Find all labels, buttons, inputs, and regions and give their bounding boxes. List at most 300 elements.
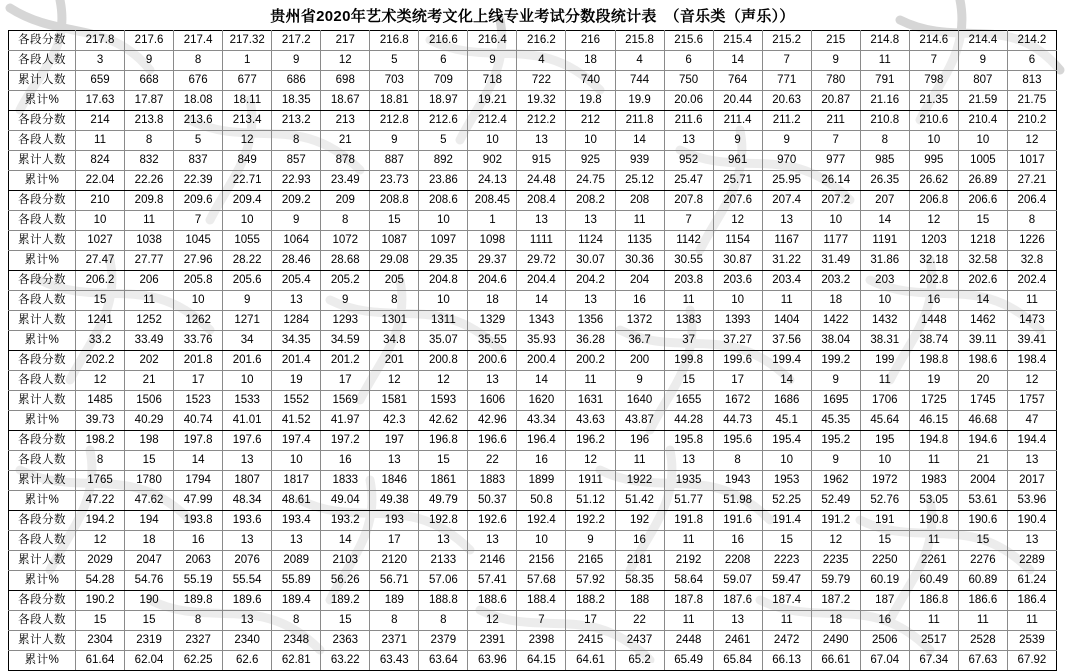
cell-score-row: 192.6 — [468, 511, 517, 531]
cell-cumulative-pct-row: 44.28 — [664, 411, 713, 431]
cell-cumulative-pct-row: 33.2 — [76, 331, 125, 351]
cell-cumulative-pct-row: 32.58 — [958, 251, 1007, 271]
table-row-cumulative-count-row — [9, 631, 1057, 651]
cell-cumulative-pct-row: 23.73 — [370, 171, 419, 191]
cell-score-row: 213.4 — [223, 111, 272, 131]
cell-count-row: 12 — [468, 611, 517, 631]
table-row-count-row — [9, 291, 1057, 311]
cell-cumulative-pct-row: 27.77 — [125, 251, 174, 271]
cell-count-row: 8 — [1007, 211, 1056, 231]
cell-cumulative-pct-row: 28.68 — [321, 251, 370, 271]
cell-score-row: 189.8 — [174, 591, 223, 611]
cell-count-row: 13 — [664, 131, 713, 151]
cell-score-row: 200 — [615, 351, 664, 371]
cell-count-row: 3 — [76, 51, 125, 71]
cell-score-row: 195.4 — [762, 431, 811, 451]
cell-score-row: 190.6 — [958, 511, 1007, 531]
cell-cumulative-pct-row: 50.37 — [468, 491, 517, 511]
cell-score-row: 203.4 — [762, 271, 811, 291]
table-row-count-row — [9, 371, 1057, 391]
cell-cumulative-count-row: 1983 — [909, 471, 958, 491]
cell-cumulative-pct-row: 17.87 — [125, 91, 174, 111]
cell-cumulative-count-row: 2017 — [1007, 471, 1056, 491]
cell-cumulative-pct-row: 21.35 — [909, 91, 958, 111]
row-label-count-row: 各段人数 — [9, 451, 76, 471]
cell-cumulative-count-row: 1523 — [174, 391, 223, 411]
cell-cumulative-count-row: 985 — [860, 151, 909, 171]
cell-cumulative-pct-row: 57.68 — [517, 571, 566, 591]
row-label-cumulative-count-row: 累计人数 — [9, 471, 76, 491]
table-row-count-row — [9, 611, 1057, 631]
cell-score-row: 212.8 — [370, 111, 419, 131]
cell-cumulative-count-row: 1972 — [860, 471, 909, 491]
cell-cumulative-pct-row: 58.64 — [664, 571, 713, 591]
cell-score-row: 210.8 — [860, 111, 909, 131]
cell-cumulative-pct-row: 29.37 — [468, 251, 517, 271]
cell-count-row: 12 — [76, 531, 125, 551]
cell-score-row: 203 — [860, 271, 909, 291]
cell-cumulative-pct-row: 49.79 — [419, 491, 468, 511]
cell-score-row: 192.2 — [566, 511, 615, 531]
cell-count-row: 16 — [174, 531, 223, 551]
cell-cumulative-pct-row: 43.63 — [566, 411, 615, 431]
cell-cumulative-pct-row: 60.89 — [958, 571, 1007, 591]
cell-cumulative-count-row: 2133 — [419, 551, 468, 571]
cell-count-row: 21 — [125, 371, 174, 391]
cell-cumulative-pct-row: 40.29 — [125, 411, 174, 431]
table-row-score-row — [9, 111, 1057, 131]
cell-score-row: 201.8 — [174, 351, 223, 371]
table-row-count-row — [9, 451, 1057, 471]
cell-cumulative-count-row: 939 — [615, 151, 664, 171]
cell-cumulative-count-row: 2146 — [468, 551, 517, 571]
cell-count-row: 14 — [713, 51, 762, 71]
cell-cumulative-pct-row: 45.1 — [762, 411, 811, 431]
cell-score-row: 212.6 — [419, 111, 468, 131]
cell-cumulative-count-row: 1725 — [909, 391, 958, 411]
row-label-score-row: 各段分数 — [9, 511, 76, 531]
row-label-count-row: 各段人数 — [9, 531, 76, 551]
cell-cumulative-count-row: 2472 — [762, 631, 811, 651]
cell-cumulative-count-row: 1203 — [909, 231, 958, 251]
cell-score-row: 209.2 — [272, 191, 321, 211]
cell-score-row: 205 — [370, 271, 419, 291]
cell-cumulative-count-row: 2250 — [860, 551, 909, 571]
cell-count-row: 15 — [958, 211, 1007, 231]
cell-count-row: 11 — [664, 611, 713, 631]
cell-score-row: 201.6 — [223, 351, 272, 371]
cell-count-row: 8 — [860, 131, 909, 151]
cell-count-row: 15 — [125, 611, 174, 631]
table-row-count-row — [9, 531, 1057, 551]
cell-count-row: 8 — [174, 51, 223, 71]
cell-score-row: 191.2 — [811, 511, 860, 531]
cell-count-row: 17 — [321, 371, 370, 391]
cell-count-row: 10 — [566, 131, 615, 151]
cell-cumulative-pct-row: 28.46 — [272, 251, 321, 271]
cell-count-row: 22 — [468, 451, 517, 471]
cell-score-row: 196.2 — [566, 431, 615, 451]
cell-score-row: 212.4 — [468, 111, 517, 131]
cell-cumulative-count-row: 1911 — [566, 471, 615, 491]
cell-count-row: 11 — [860, 51, 909, 71]
cell-cumulative-pct-row: 62.04 — [125, 651, 174, 671]
row-label-score-row: 各段分数 — [9, 591, 76, 611]
cell-cumulative-pct-row: 67.04 — [860, 651, 909, 671]
cell-cumulative-pct-row: 57.06 — [419, 571, 468, 591]
cell-cumulative-pct-row: 26.35 — [860, 171, 909, 191]
cell-score-row: 213.2 — [272, 111, 321, 131]
cell-cumulative-count-row: 1686 — [762, 391, 811, 411]
cell-cumulative-count-row: 1241 — [76, 311, 125, 331]
cell-count-row: 7 — [517, 611, 566, 631]
cell-count-row: 15 — [370, 211, 419, 231]
cell-count-row: 11 — [664, 291, 713, 311]
cell-score-row: 194 — [125, 511, 174, 531]
cell-score-row: 211.2 — [762, 111, 811, 131]
cell-cumulative-count-row: 2289 — [1007, 551, 1056, 571]
cell-cumulative-pct-row: 59.07 — [713, 571, 762, 591]
cell-cumulative-count-row: 2089 — [272, 551, 321, 571]
cell-score-row: 210.2 — [1007, 111, 1056, 131]
cell-cumulative-count-row: 2047 — [125, 551, 174, 571]
cell-score-row: 207.8 — [664, 191, 713, 211]
cell-count-row: 1 — [223, 51, 272, 71]
cell-cumulative-count-row: 1343 — [517, 311, 566, 331]
cell-cumulative-count-row: 961 — [713, 151, 762, 171]
cell-score-row: 195 — [860, 431, 909, 451]
cell-cumulative-pct-row: 27.21 — [1007, 171, 1056, 191]
table-row-cumulative-count-row — [9, 391, 1057, 411]
cell-count-row: 12 — [419, 371, 468, 391]
cell-cumulative-count-row: 1861 — [419, 471, 468, 491]
cell-cumulative-pct-row: 59.47 — [762, 571, 811, 591]
row-label-cumulative-pct-row: 累计% — [9, 491, 76, 511]
cell-count-row: 13 — [223, 531, 272, 551]
cell-cumulative-pct-row: 38.74 — [909, 331, 958, 351]
cell-count-row: 18 — [811, 291, 860, 311]
cell-score-row: 217.4 — [174, 31, 223, 51]
cell-cumulative-count-row: 1064 — [272, 231, 321, 251]
table-row-count-row — [9, 211, 1057, 231]
cell-count-row: 14 — [615, 131, 664, 151]
row-label-score-row: 各段分数 — [9, 111, 76, 131]
table-row-score-row — [9, 191, 1057, 211]
cell-score-row: 187.2 — [811, 591, 860, 611]
cell-count-row: 1 — [468, 211, 517, 231]
table-row-count-row — [9, 131, 1057, 151]
table-row-score-row — [9, 31, 1057, 51]
cell-score-row: 205.2 — [321, 271, 370, 291]
cell-cumulative-pct-row: 45.64 — [860, 411, 909, 431]
cell-score-row: 214.4 — [958, 31, 1007, 51]
cell-cumulative-count-row: 1252 — [125, 311, 174, 331]
cell-cumulative-pct-row: 44.73 — [713, 411, 762, 431]
cell-count-row: 12 — [713, 211, 762, 231]
cell-cumulative-pct-row: 20.44 — [713, 91, 762, 111]
cell-count-row: 11 — [125, 291, 174, 311]
cell-score-row: 212.2 — [517, 111, 566, 131]
cell-cumulative-count-row: 1581 — [370, 391, 419, 411]
cell-score-row: 198.6 — [958, 351, 1007, 371]
cell-count-row: 5 — [174, 131, 223, 151]
cell-cumulative-pct-row: 30.36 — [615, 251, 664, 271]
cell-cumulative-count-row: 1631 — [566, 391, 615, 411]
cell-score-row: 216.2 — [517, 31, 566, 51]
cell-count-row: 13 — [272, 531, 321, 551]
cell-cumulative-count-row: 2448 — [664, 631, 713, 651]
table-row-count-row — [9, 51, 1057, 71]
cell-score-row: 191.4 — [762, 511, 811, 531]
row-label-score-row: 各段分数 — [9, 431, 76, 451]
cell-score-row: 214 — [76, 111, 125, 131]
cell-cumulative-pct-row: 51.77 — [664, 491, 713, 511]
cell-score-row: 211 — [811, 111, 860, 131]
cell-cumulative-pct-row: 29.35 — [419, 251, 468, 271]
cell-score-row: 189.2 — [321, 591, 370, 611]
cell-cumulative-pct-row: 53.05 — [909, 491, 958, 511]
cell-score-row: 194.8 — [909, 431, 958, 451]
row-label-cumulative-count-row: 累计人数 — [9, 551, 76, 571]
cell-score-row: 188.2 — [566, 591, 615, 611]
cell-score-row: 209.4 — [223, 191, 272, 211]
cell-cumulative-pct-row: 64.61 — [566, 651, 615, 671]
cell-cumulative-pct-row: 32.18 — [909, 251, 958, 271]
cell-score-row: 190 — [125, 591, 174, 611]
cell-cumulative-count-row: 2379 — [419, 631, 468, 651]
cell-count-row: 8 — [321, 211, 370, 231]
cell-cumulative-count-row: 902 — [468, 151, 517, 171]
cell-count-row: 4 — [517, 51, 566, 71]
cell-cumulative-pct-row: 52.25 — [762, 491, 811, 511]
cell-count-row: 10 — [76, 211, 125, 231]
cell-cumulative-pct-row: 23.86 — [419, 171, 468, 191]
cell-score-row: 189 — [370, 591, 419, 611]
cell-count-row: 11 — [1007, 291, 1056, 311]
cell-score-row: 190.8 — [909, 511, 958, 531]
cell-score-row: 215.4 — [713, 31, 762, 51]
cell-cumulative-pct-row: 62.25 — [174, 651, 223, 671]
cell-count-row: 10 — [223, 211, 272, 231]
cell-cumulative-count-row: 925 — [566, 151, 615, 171]
cell-score-row: 209.6 — [174, 191, 223, 211]
cell-cumulative-count-row: 2261 — [909, 551, 958, 571]
cell-score-row: 206.8 — [909, 191, 958, 211]
cell-cumulative-pct-row: 18.08 — [174, 91, 223, 111]
row-label-count-row: 各段人数 — [9, 371, 76, 391]
cell-count-row: 13 — [566, 211, 615, 231]
cell-count-row: 11 — [860, 371, 909, 391]
table-row-cumulative-pct-row — [9, 91, 1057, 111]
cell-cumulative-pct-row: 33.49 — [125, 331, 174, 351]
cell-score-row: 215.8 — [615, 31, 664, 51]
cell-cumulative-count-row: 668 — [125, 71, 174, 91]
cell-score-row: 204.8 — [419, 271, 468, 291]
cell-score-row: 200.2 — [566, 351, 615, 371]
cell-count-row: 11 — [615, 211, 664, 231]
cell-cumulative-count-row: 1177 — [811, 231, 860, 251]
cell-count-row: 11 — [1007, 611, 1056, 631]
cell-cumulative-count-row: 2391 — [468, 631, 517, 651]
cell-count-row: 15 — [76, 291, 125, 311]
cell-score-row: 200.6 — [468, 351, 517, 371]
cell-cumulative-count-row: 952 — [664, 151, 713, 171]
table-row-cumulative-pct-row — [9, 651, 1057, 671]
cell-cumulative-pct-row: 26.62 — [909, 171, 958, 191]
cell-count-row: 16 — [860, 611, 909, 631]
cell-cumulative-pct-row: 49.04 — [321, 491, 370, 511]
cell-cumulative-count-row: 1097 — [419, 231, 468, 251]
cell-cumulative-pct-row: 63.43 — [370, 651, 419, 671]
cell-cumulative-pct-row: 35.07 — [419, 331, 468, 351]
cell-cumulative-pct-row: 53.61 — [958, 491, 1007, 511]
cell-cumulative-count-row: 1620 — [517, 391, 566, 411]
cell-count-row: 16 — [615, 291, 664, 311]
cell-score-row: 187.4 — [762, 591, 811, 611]
cell-cumulative-count-row: 659 — [76, 71, 125, 91]
cell-cumulative-pct-row: 35.93 — [517, 331, 566, 351]
cell-cumulative-pct-row: 65.84 — [713, 651, 762, 671]
table-row-cumulative-pct-row — [9, 331, 1057, 351]
cell-cumulative-count-row: 677 — [223, 71, 272, 91]
cell-cumulative-pct-row: 67.63 — [958, 651, 1007, 671]
cell-cumulative-pct-row: 34 — [223, 331, 272, 351]
cell-cumulative-count-row: 676 — [174, 71, 223, 91]
cell-cumulative-count-row: 1833 — [321, 471, 370, 491]
cell-score-row: 203.2 — [811, 271, 860, 291]
cell-count-row: 10 — [762, 451, 811, 471]
cell-cumulative-pct-row: 36.28 — [566, 331, 615, 351]
cell-cumulative-count-row: 1899 — [517, 471, 566, 491]
cell-cumulative-count-row: 1154 — [713, 231, 762, 251]
cell-cumulative-pct-row: 39.41 — [1007, 331, 1056, 351]
cell-count-row: 12 — [1007, 371, 1056, 391]
cell-cumulative-pct-row: 22.04 — [76, 171, 125, 191]
cell-score-row: 192.8 — [419, 511, 468, 531]
cell-cumulative-count-row: 2103 — [321, 551, 370, 571]
cell-cumulative-count-row: 1045 — [174, 231, 223, 251]
cell-count-row: 18 — [811, 611, 860, 631]
cell-score-row: 202 — [125, 351, 174, 371]
cell-cumulative-count-row: 2506 — [860, 631, 909, 651]
cell-score-row: 193.4 — [272, 511, 321, 531]
cell-count-row: 7 — [762, 51, 811, 71]
cell-cumulative-pct-row: 57.92 — [566, 571, 615, 591]
cell-score-row: 193 — [370, 511, 419, 531]
row-label-cumulative-count-row: 累计人数 — [9, 71, 76, 91]
cell-cumulative-pct-row: 31.86 — [860, 251, 909, 271]
cell-cumulative-pct-row: 57.41 — [468, 571, 517, 591]
cell-cumulative-count-row: 2181 — [615, 551, 664, 571]
cell-cumulative-count-row: 764 — [713, 71, 762, 91]
cell-cumulative-pct-row: 55.19 — [174, 571, 223, 591]
cell-count-row: 10 — [517, 531, 566, 551]
cell-cumulative-count-row: 2528 — [958, 631, 1007, 651]
cell-count-row: 11 — [664, 531, 713, 551]
cell-cumulative-count-row: 1055 — [223, 231, 272, 251]
cell-cumulative-count-row: 1383 — [664, 311, 713, 331]
cell-count-row: 10 — [860, 451, 909, 471]
cell-count-row: 14 — [958, 291, 1007, 311]
cell-cumulative-pct-row: 29.72 — [517, 251, 566, 271]
cell-cumulative-count-row: 2437 — [615, 631, 664, 651]
cell-cumulative-count-row: 1017 — [1007, 151, 1056, 171]
cell-score-row: 187.6 — [713, 591, 762, 611]
cell-score-row: 198.2 — [76, 431, 125, 451]
cell-cumulative-count-row: 2398 — [517, 631, 566, 651]
cell-cumulative-count-row: 722 — [517, 71, 566, 91]
cell-cumulative-count-row: 2319 — [125, 631, 174, 651]
cell-cumulative-count-row: 970 — [762, 151, 811, 171]
cell-score-row: 217.8 — [76, 31, 125, 51]
cell-cumulative-count-row: 2156 — [517, 551, 566, 571]
cell-score-row: 190.2 — [76, 591, 125, 611]
cell-cumulative-count-row: 813 — [1007, 71, 1056, 91]
cell-cumulative-count-row: 2415 — [566, 631, 615, 651]
cell-cumulative-count-row: 1448 — [909, 311, 958, 331]
cell-cumulative-pct-row: 25.47 — [664, 171, 713, 191]
cell-cumulative-pct-row: 38.04 — [811, 331, 860, 351]
cell-cumulative-pct-row: 63.64 — [419, 651, 468, 671]
cell-cumulative-count-row: 1794 — [174, 471, 223, 491]
cell-cumulative-count-row: 1640 — [615, 391, 664, 411]
cell-cumulative-count-row: 780 — [811, 71, 860, 91]
cell-cumulative-pct-row: 67.34 — [909, 651, 958, 671]
cell-score-row: 203.8 — [664, 271, 713, 291]
row-label-cumulative-pct-row: 累计% — [9, 91, 76, 111]
cell-cumulative-count-row: 1191 — [860, 231, 909, 251]
cell-cumulative-count-row: 1432 — [860, 311, 909, 331]
cell-cumulative-pct-row: 45.35 — [811, 411, 860, 431]
cell-cumulative-count-row: 1672 — [713, 391, 762, 411]
cell-cumulative-count-row: 2363 — [321, 631, 370, 651]
row-label-cumulative-count-row: 累计人数 — [9, 391, 76, 411]
cell-score-row: 208.6 — [419, 191, 468, 211]
cell-cumulative-count-row: 2223 — [762, 551, 811, 571]
cell-cumulative-count-row: 750 — [664, 71, 713, 91]
row-label-cumulative-pct-row: 累计% — [9, 571, 76, 591]
cell-cumulative-count-row: 849 — [223, 151, 272, 171]
cell-count-row: 9 — [615, 371, 664, 391]
cell-cumulative-pct-row: 42.3 — [370, 411, 419, 431]
cell-cumulative-count-row: 1695 — [811, 391, 860, 411]
cell-score-row: 213 — [321, 111, 370, 131]
cell-score-row: 214.2 — [1007, 31, 1056, 51]
cell-count-row: 19 — [272, 371, 321, 391]
cell-score-row: 207.4 — [762, 191, 811, 211]
row-label-cumulative-pct-row: 累计% — [9, 651, 76, 671]
cell-cumulative-count-row: 686 — [272, 71, 321, 91]
cell-cumulative-count-row: 1284 — [272, 311, 321, 331]
cell-score-row: 202.4 — [1007, 271, 1056, 291]
cell-cumulative-pct-row: 56.71 — [370, 571, 419, 591]
cell-count-row: 11 — [909, 611, 958, 631]
cell-count-row: 13 — [468, 531, 517, 551]
cell-cumulative-count-row: 1552 — [272, 391, 321, 411]
cell-score-row: 186.8 — [909, 591, 958, 611]
cell-count-row: 14 — [860, 211, 909, 231]
cell-count-row: 16 — [517, 451, 566, 471]
cell-score-row: 208 — [615, 191, 664, 211]
cell-cumulative-count-row: 1807 — [223, 471, 272, 491]
table-row-cumulative-count-row — [9, 231, 1057, 251]
cell-cumulative-count-row: 1135 — [615, 231, 664, 251]
cell-cumulative-count-row: 1846 — [370, 471, 419, 491]
row-label-cumulative-count-row: 累计人数 — [9, 631, 76, 651]
cell-score-row: 204.2 — [566, 271, 615, 291]
cell-score-row: 191.8 — [664, 511, 713, 531]
cell-score-row: 205.6 — [223, 271, 272, 291]
